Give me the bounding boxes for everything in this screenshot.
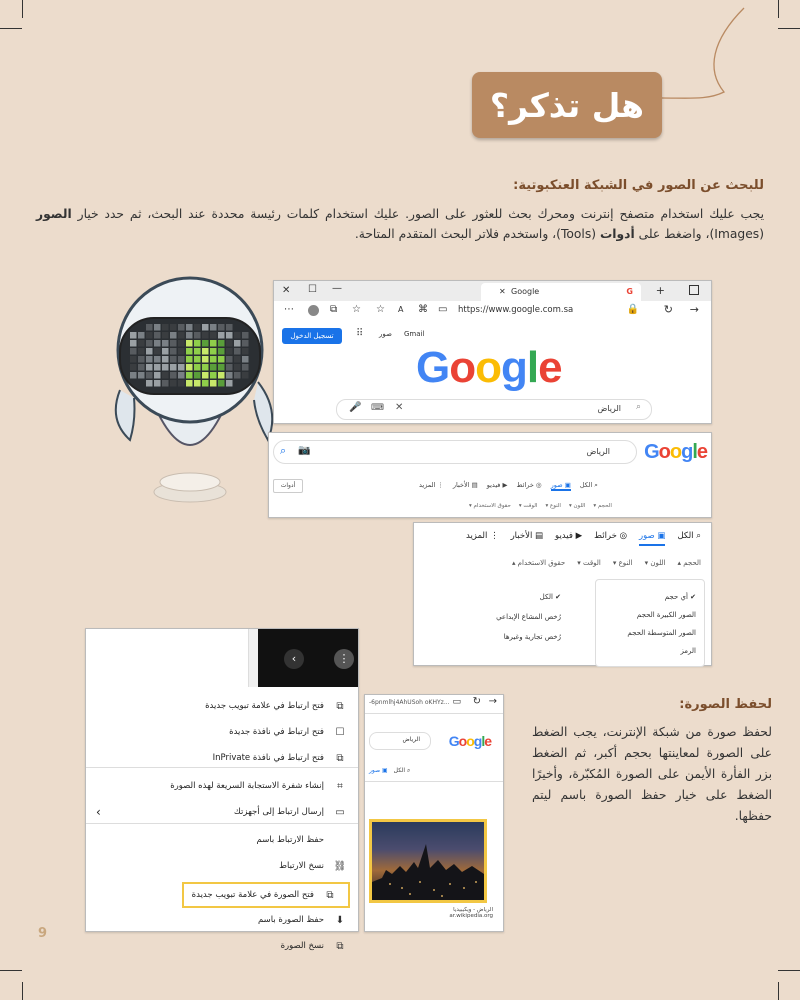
tab-label: Google (511, 287, 540, 296)
size-option[interactable]: ✔ أي حجم (664, 593, 696, 601)
results-tab[interactable]: ▶ فيديو (486, 481, 508, 489)
rights-options (496, 587, 561, 647)
robot-pixel (218, 372, 225, 379)
robot-pixel (234, 372, 241, 379)
filters-tab[interactable]: ⋮ المزيد (465, 531, 499, 541)
mini-search-box[interactable] (369, 732, 431, 750)
close-window-icon[interactable]: ✕ (282, 285, 291, 296)
section-paragraph-search (36, 204, 764, 244)
city-skyline-image (372, 822, 484, 900)
robot-pixel (162, 372, 169, 379)
chevron-left-icon[interactable]: ‹ (284, 649, 304, 669)
robot-pixel (154, 348, 161, 355)
robot-pixel (178, 332, 185, 339)
robot-pixel (154, 356, 161, 363)
results-filter[interactable]: الوقت ▾ (518, 503, 538, 509)
robot-pixel (146, 364, 153, 371)
mini-address-bar[interactable]: -6pnmlhj4AhUSoh oKHYz... (369, 699, 450, 706)
minimize-icon[interactable]: — (332, 283, 342, 294)
robot-pixel (242, 372, 249, 379)
filters-row (512, 559, 701, 567)
robot-pixel (194, 340, 201, 347)
dark-image-strip (258, 629, 358, 687)
address-bar[interactable]: https://www.google.com.sa (458, 305, 574, 315)
browser-screenshot (273, 280, 712, 424)
robot-pixel (210, 324, 217, 331)
search-icon: ⌕ (635, 402, 641, 412)
robot-pixel (218, 348, 225, 355)
menu-separator (86, 823, 358, 824)
page-title: هل تذكر؟ (489, 85, 645, 125)
size-options (627, 588, 696, 660)
context-menu-item[interactable] (86, 907, 358, 933)
robot-pixel (146, 380, 153, 387)
filter-dropdown[interactable]: النوع ▾ (612, 559, 633, 567)
decorative-curve (0, 0, 800, 160)
filters-tab[interactable]: ⌕ الكل (677, 531, 701, 541)
robot-pixel (202, 380, 209, 387)
robot-pixel (202, 324, 209, 331)
refresh-icon[interactable]: ↻ (472, 696, 481, 707)
robot-pixel (242, 356, 249, 363)
results-tab[interactable]: ⋮ المزيد (419, 481, 444, 489)
google-logo: Google (644, 441, 707, 463)
rights-option[interactable]: رُخص المشاع الإبداعي (496, 613, 561, 621)
robot-pixel (146, 356, 153, 363)
mini-address-row (365, 695, 503, 714)
crop-mark (22, 982, 23, 1000)
robot-pixel (210, 372, 217, 379)
browser-address-row (274, 301, 711, 322)
robot-pixel (186, 364, 193, 371)
mini-tabs (369, 767, 410, 775)
more-menu-icon[interactable]: ⋯ (284, 304, 294, 315)
robot-pixel (138, 372, 145, 379)
results-search-box[interactable] (273, 440, 637, 464)
filter-dropdown[interactable]: الوقت ▾ (577, 559, 601, 567)
crop-mark (778, 970, 800, 971)
robot-pixel (218, 380, 225, 387)
robot-pixel (202, 364, 209, 371)
menu-item-label: حفظ الارتباط باسم (256, 835, 324, 845)
robot-pixel (226, 332, 233, 339)
filters-tab[interactable]: ▶ فيديو (555, 531, 583, 541)
robot-pixel (210, 380, 217, 387)
more-options-icon[interactable]: ⋮ (334, 649, 354, 669)
title-badge (472, 72, 662, 138)
clear-search-icon[interactable]: ✕ (395, 402, 404, 413)
robot-pixel (202, 372, 209, 379)
google-favicon-icon: G (626, 287, 633, 296)
filters-tabs (466, 531, 701, 546)
mini-tab-all[interactable]: ⌕ الكل (393, 767, 411, 774)
menu-item-icon: ⧉ (336, 700, 344, 712)
robot-pixel (170, 324, 177, 331)
robot-pixel (202, 356, 209, 363)
search-icon[interactable]: ⌕ (280, 444, 287, 457)
app-available-icon[interactable]: ⌘ (418, 304, 428, 315)
robot-pixel (218, 340, 225, 347)
robot-pixel (162, 380, 169, 387)
para-text: يجب عليك استخدام متصفح إنترنت ومحرك بحث للعثور على الصور. عليك استخدام كلمات رئيسة محددة عند البحث، ثم حدد خيار (71, 207, 764, 221)
robot-pixel (154, 372, 161, 379)
robot-pixel (178, 380, 185, 387)
apps-grid-icon[interactable]: ⠿ (356, 328, 364, 339)
robot-pixel (194, 348, 201, 355)
results-filter[interactable]: حقوق الاستخدام ▾ (469, 503, 511, 509)
new-tab-icon[interactable]: + (655, 284, 665, 297)
robot-pixel (138, 356, 145, 363)
robot-pixel (186, 372, 193, 379)
robot-pixel (138, 348, 145, 355)
robot-pixel (210, 340, 217, 347)
robot-pixel (170, 332, 177, 339)
google-homepage (274, 321, 711, 423)
robot-pixel (178, 356, 185, 363)
close-tab-icon[interactable]: ✕ (499, 287, 506, 296)
robot-pixel (138, 332, 145, 339)
menu-item-label: فتح ارتباط في علامة تبويب جديدة (205, 701, 324, 711)
gmail-link[interactable]: Gmail (404, 330, 425, 338)
robot-pixel (194, 324, 201, 331)
robot-pixel (242, 340, 249, 347)
menu-item-label: فتح ارتباط في نافذة جديدة (229, 727, 324, 737)
robot-pixel (162, 348, 169, 355)
robot-pixel (130, 364, 137, 371)
menu-item-icon: ▭ (335, 806, 345, 818)
menu-item-icon: ⛓ (333, 860, 347, 872)
menu-separator (86, 767, 358, 768)
tracking-icon[interactable]: ▭ (452, 697, 461, 707)
search-box[interactable] (336, 399, 652, 420)
forward-icon[interactable]: → (488, 696, 497, 707)
filters-screenshot (413, 522, 712, 666)
robot-pixel (146, 324, 153, 331)
robot-pixel (226, 356, 233, 363)
google-logo: Google (416, 343, 562, 392)
robot-pixel (210, 364, 217, 371)
robot-pixel (154, 364, 161, 371)
tools-button[interactable]: أدوات (273, 479, 303, 493)
rights-option[interactable]: ✔ الكل (539, 593, 561, 601)
results-tab[interactable]: ▤ الأخبار (452, 481, 478, 489)
read-aloud-icon[interactable]: A (398, 305, 404, 314)
robot-pixel (186, 340, 193, 347)
robot-pixel (146, 372, 153, 379)
robot-pixel (154, 340, 161, 347)
robot-pixel (234, 348, 241, 355)
size-dropdown (595, 579, 705, 667)
robot-pixel (194, 356, 201, 363)
menu-item-icon: ⧉ (336, 752, 344, 764)
robot-pixel (170, 364, 177, 371)
para-text: (Images)، واضغط على (634, 227, 764, 241)
robot-pixel (202, 332, 209, 339)
tracking-icon[interactable]: ▭ (438, 304, 448, 315)
robot-pixel (170, 372, 177, 379)
robot-pixel (154, 324, 161, 331)
mini-search-input[interactable]: الرياض (402, 736, 420, 743)
para-bold: أدوات (599, 227, 635, 241)
robot-pixel (226, 380, 233, 387)
robot-pixel (202, 340, 209, 347)
menu-item-icon: ⬇ (335, 914, 345, 926)
menu-item-label: إرسال ارتباط إلى أجهزتك (233, 807, 324, 817)
menu-item-icon: ⧉ (336, 940, 344, 952)
results-tab[interactable]: ◎ خرائط (516, 481, 542, 489)
page-number: 9 (38, 926, 48, 941)
filters-tab[interactable]: ▤ الأخبار (510, 531, 544, 541)
keyboard-icon[interactable]: ⌨ (371, 403, 384, 413)
favorites-icon[interactable]: ☆ (352, 304, 361, 315)
robot-pixel (186, 380, 193, 387)
robot-pixel (178, 324, 185, 331)
maximize-icon[interactable]: ☐ (308, 284, 317, 295)
camera-search-icon[interactable]: 📷 (298, 445, 311, 456)
lock-icon: 🔒 (626, 304, 639, 315)
robot-pixel (162, 340, 169, 347)
results-filter[interactable]: اللون ▾ (568, 503, 586, 509)
city-photo-highlighted[interactable] (369, 819, 487, 903)
para-bold: الصور (36, 207, 72, 221)
filters-tab[interactable]: ◎ خرائط (594, 531, 627, 541)
context-menu (86, 687, 358, 952)
context-menu-item[interactable] (86, 719, 358, 745)
robot-pixel (234, 340, 241, 347)
divider (365, 781, 503, 782)
results-search-input[interactable]: الرياض (586, 447, 610, 456)
robot-pixel (146, 340, 153, 347)
robot-pixel (154, 380, 161, 387)
section-heading-search: للبحث عن الصور في الشبكة العنكبوتية: (513, 178, 764, 193)
collections-icon[interactable]: ⧉ (330, 304, 338, 315)
menu-item-label: نسخ الصورة (280, 941, 324, 951)
robot-pixel (226, 340, 233, 347)
images-link[interactable]: صور (379, 330, 392, 338)
robot-pixel (210, 332, 217, 339)
robot-illustration (108, 270, 278, 510)
robot-pixel (194, 380, 201, 387)
menu-item-label: فتح الصورة في علامة تبويب جديدة (191, 890, 314, 900)
results-screenshot (268, 432, 712, 518)
image-caption (449, 907, 493, 919)
robot-pixel (242, 364, 249, 371)
menu-item-icon: ☐ (335, 726, 345, 738)
tab-actions-icon[interactable] (689, 285, 699, 295)
robot-pixel (194, 332, 201, 339)
robot-pixel (186, 356, 193, 363)
voice-search-icon[interactable]: 🎤 (349, 402, 362, 413)
robot-pixel (234, 364, 241, 371)
rights-option[interactable]: رُخص تجارية وغيرها (503, 633, 561, 641)
add-favorite-icon[interactable]: ☆ (376, 304, 385, 315)
robot-pixel (234, 332, 241, 339)
results-tab[interactable]: ⌕ الكل (579, 481, 598, 489)
results-filters (469, 503, 612, 509)
robot-pixel (178, 340, 185, 347)
search-input[interactable]: الرياض (597, 404, 621, 413)
crop-mark (0, 970, 22, 971)
menu-item-label: إنشاء شفرة الاستجابة السريعة لهذه الصورة (170, 781, 324, 791)
filter-dropdown[interactable]: حقوق الاستخدام ▴ (511, 559, 566, 567)
menu-item-label: فتح ارتباط في نافذة InPrivate (212, 753, 324, 763)
robot-pixel (218, 364, 225, 371)
robot-pixel (226, 364, 233, 371)
robot-pixel (234, 356, 241, 363)
results-filter[interactable]: النوع ▾ (545, 503, 561, 509)
robot-pixel (146, 348, 153, 355)
para-text: (Tools)، واستخدم فلاتر البحث المتقدم المتاحة. (354, 227, 600, 241)
robot-pixel (226, 348, 233, 355)
context-menu-item[interactable] (86, 693, 358, 719)
google-logo: Google (448, 733, 491, 749)
mini-browser-screenshot (364, 694, 504, 932)
robot-pixel (242, 348, 249, 355)
results-tabs (419, 481, 598, 491)
menu-item-label: نسخ الارتباط (279, 861, 324, 871)
mini-tab-images[interactable]: ▣ صور (369, 767, 388, 774)
robot-pixel (170, 340, 177, 347)
refresh-icon[interactable]: ↻ (663, 303, 673, 316)
robot-pixel (218, 324, 225, 331)
size-option[interactable]: الصور المتوسطة الحجم (627, 629, 696, 637)
robot-pixel (178, 364, 185, 371)
submenu-chevron-icon: › (96, 805, 101, 819)
robot-pixel (146, 332, 153, 339)
size-option[interactable]: الصور الكبيرة الحجم (636, 611, 696, 619)
robot-pixel (162, 332, 169, 339)
signin-button[interactable]: تسجيل الدخول (282, 328, 342, 344)
robot-pixel (178, 372, 185, 379)
forward-icon[interactable]: → (689, 303, 699, 316)
robot-pixel (170, 348, 177, 355)
robot-pixel (210, 356, 217, 363)
robot-pixel (186, 348, 193, 355)
robot-pixel (130, 340, 137, 347)
filters-tab[interactable]: ▣ صور (639, 531, 665, 546)
robot-pixel (186, 332, 193, 339)
robot-pixel (138, 364, 145, 371)
context-menu-screenshot (85, 628, 359, 952)
menu-item-icon: ⧉ (326, 889, 334, 901)
results-tab[interactable]: ▣ صور (550, 481, 571, 489)
robot-pixel (210, 348, 217, 355)
tab-label: الكل (393, 767, 406, 774)
robot-pixel (162, 324, 169, 331)
menu-item-label: حفظ الصورة باسم (257, 915, 324, 925)
robot-pixel (194, 372, 201, 379)
robot-pixel (186, 324, 193, 331)
context-menu-item[interactable] (86, 773, 358, 799)
caption-title: الرياض - ويكيبيديا (453, 907, 493, 913)
robot-pixel (226, 324, 233, 331)
context-menu-item[interactable] (182, 882, 350, 908)
section-paragraph-save: لحفظ صورة من شبكة الإنترنت، يجب الضغط على الصورة لمعاينتها بحجم أكبر، ثم الضغط بزر الفأرة الأيمن على الصورة المُكبّرة، وأخيرًا الضغط على خيار حفظ الصورة باسم ليتم حفظها. (532, 725, 772, 823)
robot-pixel (194, 364, 201, 371)
browser-tab[interactable] (481, 283, 641, 301)
robot-pixel (178, 348, 185, 355)
robot-pixel (138, 340, 145, 347)
robot-pixel (162, 364, 169, 371)
section-heading-save: لحفظ الصورة: (679, 697, 772, 712)
tab-label: صور (369, 767, 381, 774)
robot-pixel (130, 348, 137, 355)
caption-source: ar.wikipedia.org (449, 913, 493, 919)
robot-pixel (162, 356, 169, 363)
context-menu-item[interactable] (86, 827, 358, 853)
robot-pixel (218, 356, 225, 363)
robot-pixel (226, 372, 233, 379)
crop-mark (778, 982, 779, 1000)
context-menu-item[interactable] (86, 799, 358, 825)
menu-item-icon: ⌗ (337, 780, 343, 792)
browser-tabbar (274, 281, 711, 302)
size-option[interactable]: الرمز (680, 647, 696, 655)
profile-avatar-icon[interactable] (308, 305, 319, 316)
robot-pixel (218, 332, 225, 339)
robot-pixel (130, 332, 137, 339)
robot-pixel (130, 372, 137, 379)
robot-pixel (170, 356, 177, 363)
robot-pixel (202, 348, 209, 355)
context-menu-item[interactable] (86, 853, 358, 879)
robot-pixel (170, 380, 177, 387)
context-menu-item[interactable] (86, 933, 358, 959)
robot-pixel (154, 332, 161, 339)
robot-pixel (242, 332, 249, 339)
filter-dropdown[interactable]: الحجم ▴ (677, 559, 701, 567)
results-filter[interactable]: الحجم ▾ (593, 503, 612, 509)
robot-pixel (130, 356, 137, 363)
filter-dropdown[interactable]: اللون ▾ (644, 559, 666, 567)
